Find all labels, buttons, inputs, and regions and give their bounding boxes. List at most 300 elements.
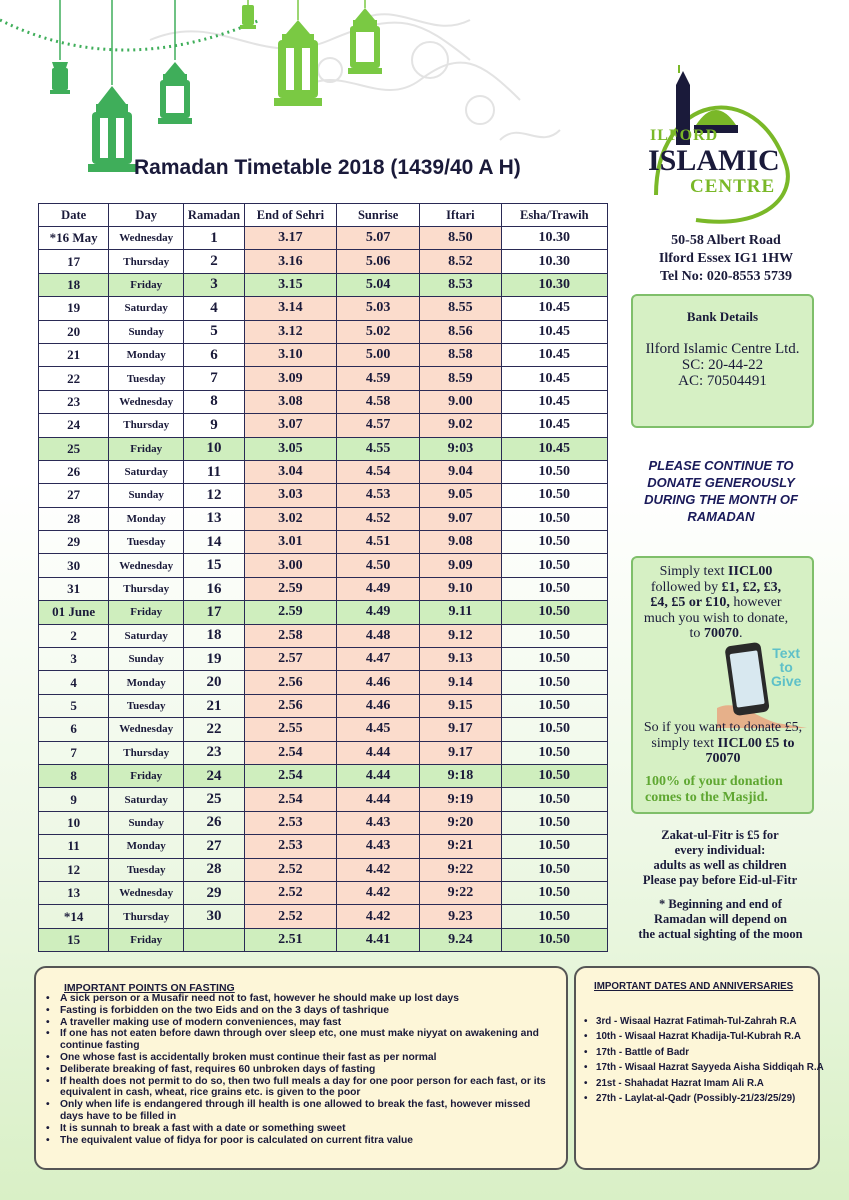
cell-date: 5: [39, 694, 109, 717]
cell-ramadan: 5: [184, 320, 245, 343]
timetable: [38, 203, 608, 952]
list-item: • Only when life is endangered through ill health is one allowed to break the fast, however missed days have to be filled in: [60, 1099, 555, 1123]
cell-esha: 10.50: [501, 718, 607, 741]
cell-day: Sunday: [109, 320, 184, 343]
cell-ramadan: 2: [184, 250, 245, 273]
cell-date: 12: [39, 858, 109, 881]
cell-sehri: 3.04: [244, 460, 336, 483]
cell-sunrise: 4.58: [336, 390, 419, 413]
cell-ramadan: 27: [184, 835, 245, 858]
bank-name: Ilford Islamic Centre Ltd.: [645, 341, 800, 357]
table-row: [39, 835, 608, 858]
text-to-give-badge: Text to Give: [771, 645, 802, 689]
bank-sort-code: SC: 20-44-22: [681, 357, 764, 373]
header-day: Day: [109, 204, 184, 227]
cell-sunrise: 4.46: [336, 694, 419, 717]
cell-esha: 10.50: [501, 531, 607, 554]
cell-sunrise: 4.42: [336, 881, 419, 904]
lantern-icon: [240, 5, 256, 29]
cell-ramadan: 20: [184, 671, 245, 694]
cell-sehri: 2.54: [244, 741, 336, 764]
cell-sunrise: 4.54: [336, 460, 419, 483]
table-row: [39, 741, 608, 764]
cell-sehri: 2.53: [244, 835, 336, 858]
cell-sehri: 3.01: [244, 531, 336, 554]
cell-ramadan: 24: [184, 764, 245, 787]
fasting-points-box: [34, 966, 568, 1170]
cell-sunrise: 4.44: [336, 764, 419, 787]
address: [636, 232, 816, 286]
bank-title: Bank Details: [686, 309, 759, 324]
cell-day: Sunday: [109, 811, 184, 834]
cell-day: Thursday: [109, 905, 184, 928]
table-row: [39, 577, 608, 600]
cell-sehri: 3.17: [244, 227, 336, 250]
cell-sehri: 3.00: [244, 554, 336, 577]
cell-esha: 10.50: [501, 554, 607, 577]
sms-instructions: Simply text IICL00 followed by £1, £2, £3, £4, £5 or £10, however much you wish to donate, to 70070.: [643, 564, 789, 641]
cell-ramadan: 12: [184, 484, 245, 507]
moon-sighting-note: * Beginning and end of Ramadan will depend on the actual sighting of the moon: [638, 897, 803, 941]
cell-iftari: 9:21: [420, 835, 501, 858]
cell-esha: 10.50: [501, 858, 607, 881]
cell-iftari: 9.02: [420, 414, 501, 437]
cell-ramadan: 22: [184, 718, 245, 741]
list-item: • One whose fast is accidentally broken must continue their fast as per normal: [60, 1052, 555, 1064]
cell-esha: 10.50: [501, 577, 607, 600]
cell-sunrise: 4.53: [336, 484, 419, 507]
table-row: [39, 297, 608, 320]
cell-esha: 10.50: [501, 928, 607, 951]
cell-sunrise: 4.45: [336, 718, 419, 741]
address-line: 50-58 Albert Road: [671, 233, 781, 248]
cell-iftari: 9.09: [420, 554, 501, 577]
lantern-icon: [348, 8, 382, 74]
cell-day: Tuesday: [109, 367, 184, 390]
cell-iftari: 9.15: [420, 694, 501, 717]
cell-day: Friday: [109, 928, 184, 951]
table-row: [39, 928, 608, 951]
cell-iftari: 9.24: [420, 928, 501, 951]
cell-sehri: 2.52: [244, 858, 336, 881]
cell-esha: 10.45: [501, 343, 607, 366]
cell-sehri: 3.09: [244, 367, 336, 390]
cell-sehri: 2.52: [244, 881, 336, 904]
cell-day: Tuesday: [109, 531, 184, 554]
cell-date: 11: [39, 835, 109, 858]
cell-iftari: 9:22: [420, 858, 501, 881]
cell-ramadan: 23: [184, 741, 245, 764]
cell-ramadan: 14: [184, 531, 245, 554]
table-row: [39, 648, 608, 671]
cell-sunrise: 4.42: [336, 858, 419, 881]
cell-day: Friday: [109, 273, 184, 296]
cell-ramadan: [184, 928, 245, 951]
cell-date: 15: [39, 928, 109, 951]
cell-day: Wednesday: [109, 227, 184, 250]
cell-date: 9: [39, 788, 109, 811]
cell-sunrise: 4.49: [336, 577, 419, 600]
cell-ramadan: 30: [184, 905, 245, 928]
cell-iftari: 8.58: [420, 343, 501, 366]
cell-iftari: 8.55: [420, 297, 501, 320]
cell-iftari: 9.05: [420, 484, 501, 507]
cell-ramadan: 9: [184, 414, 245, 437]
cell-date: 17: [39, 250, 109, 273]
cell-esha: 10.50: [501, 764, 607, 787]
cell-ramadan: 26: [184, 811, 245, 834]
cell-day: Monday: [109, 343, 184, 366]
list-item: • 17th - Wisaal Hazrat Sayyeda Aisha Siddiqah R.A: [596, 1060, 816, 1075]
cell-sehri: 2.56: [244, 671, 336, 694]
cell-iftari: 8.50: [420, 227, 501, 250]
cell-esha: 10.45: [501, 437, 607, 460]
cell-date: 21: [39, 343, 109, 366]
cell-esha: 10.50: [501, 905, 607, 928]
cell-ramadan: 4: [184, 297, 245, 320]
cell-iftari: 8.53: [420, 273, 501, 296]
cell-day: Friday: [109, 764, 184, 787]
lantern-icon: [50, 62, 70, 94]
cell-sunrise: 4.44: [336, 741, 419, 764]
cell-ramadan: 11: [184, 460, 245, 483]
cell-sehri: 3.02: [244, 507, 336, 530]
cell-day: Monday: [109, 671, 184, 694]
cell-iftari: 9.10: [420, 577, 501, 600]
cell-date: 7: [39, 741, 109, 764]
table-row: [39, 554, 608, 577]
cell-day: Tuesday: [109, 694, 184, 717]
cell-sunrise: 4.47: [336, 648, 419, 671]
cell-sehri: 2.53: [244, 811, 336, 834]
list-item: • 21st - Shahadat Hazrat Imam Ali R.A: [596, 1076, 816, 1091]
cell-ramadan: 7: [184, 367, 245, 390]
cell-date: 01 June: [39, 601, 109, 624]
cell-date: *14: [39, 905, 109, 928]
cell-day: Thursday: [109, 577, 184, 600]
list-item: • 10th - Wisaal Hazrat Khadija-Tul-Kubrah R.A: [596, 1029, 816, 1044]
cell-iftari: 9:19: [420, 788, 501, 811]
cell-esha: 10.50: [501, 835, 607, 858]
cell-sunrise: 4.51: [336, 531, 419, 554]
cell-date: 26: [39, 460, 109, 483]
table-row: [39, 694, 608, 717]
cell-sunrise: 5.07: [336, 227, 419, 250]
cell-iftari: 9.14: [420, 671, 501, 694]
header-end-of-sehri: End of Sehri: [244, 204, 336, 227]
cell-iftari: 9.17: [420, 741, 501, 764]
list-item: • 17th - Battle of Badr: [596, 1045, 816, 1060]
header-esha-trawih: Esha/Trawih: [501, 204, 607, 227]
cell-iftari: 9:22: [420, 881, 501, 904]
cell-iftari: 9:03: [420, 437, 501, 460]
sms-code: IICL00: [728, 564, 773, 579]
cell-sunrise: 4.46: [336, 671, 419, 694]
list-item: • 27th - Laylat-al-Qadr (Possibly-21/23/25/29): [596, 1091, 816, 1106]
cell-day: Wednesday: [109, 390, 184, 413]
header-date: Date: [39, 204, 109, 227]
table-row: [39, 531, 608, 554]
cell-ramadan: 19: [184, 648, 245, 671]
cell-esha: 10.50: [501, 741, 607, 764]
logo-text-ilford: ILFORD: [650, 127, 719, 144]
cell-ramadan: 28: [184, 858, 245, 881]
cell-esha: 10.50: [501, 648, 607, 671]
cell-sunrise: 4.42: [336, 905, 419, 928]
cell-iftari: 9.23: [420, 905, 501, 928]
cell-date: 27: [39, 484, 109, 507]
bank-account: AC: 70504491: [678, 373, 767, 389]
logo-text-centre: CENTRE: [690, 176, 776, 197]
list-item: • A sick person or a Musafir need not to fast, however he should make up lost days: [60, 993, 555, 1005]
cell-sunrise: 4.48: [336, 624, 419, 647]
cell-day: Friday: [109, 437, 184, 460]
cell-date: 20: [39, 320, 109, 343]
cell-sehri: 2.58: [244, 624, 336, 647]
table-row: [39, 764, 608, 787]
cell-esha: 10.45: [501, 414, 607, 437]
cell-date: 13: [39, 881, 109, 904]
cell-sehri: 2.54: [244, 764, 336, 787]
cell-sunrise: 5.06: [336, 250, 419, 273]
list-item: • 3rd - Wisaal Hazrat Fatimah-Tul-Zahrah R.A: [596, 1014, 816, 1029]
cell-iftari: 9.11: [420, 601, 501, 624]
cell-sehri: 3.05: [244, 437, 336, 460]
sms-example: So if you want to donate £5, simply text IICL00 £5 to 70070: [643, 720, 803, 766]
bank-details-box: [631, 294, 814, 428]
list-item: • Deliberate breaking of fast, requires 60 unbroken days of fasting: [60, 1064, 555, 1076]
lantern-icon: [88, 86, 136, 172]
cell-ramadan: 10: [184, 437, 245, 460]
fasting-points-heading: IMPORTANT POINTS ON FASTING: [64, 982, 235, 994]
cell-sunrise: 5.02: [336, 320, 419, 343]
cell-sunrise: 4.49: [336, 601, 419, 624]
text-to-give-box: [631, 556, 814, 814]
table-row: [39, 437, 608, 460]
cell-day: Thursday: [109, 250, 184, 273]
header-ramadan: Ramadan: [184, 204, 245, 227]
cell-sunrise: 4.52: [336, 507, 419, 530]
timetable-body: [39, 227, 608, 952]
cell-sehri: 2.59: [244, 577, 336, 600]
cell-sehri: 2.59: [244, 601, 336, 624]
table-row: [39, 788, 608, 811]
cell-day: Sunday: [109, 648, 184, 671]
table-row: [39, 671, 608, 694]
cell-esha: 10.50: [501, 811, 607, 834]
cell-sehri: 3.03: [244, 484, 336, 507]
cell-ramadan: 3: [184, 273, 245, 296]
list-item: • If health does not permit to do so, then two full meals a day for one poor person for each fast, or its equivalent in cash, wheat, rice grains etc. is given to the poor: [60, 1076, 555, 1100]
cell-sunrise: 4.50: [336, 554, 419, 577]
table-row: [39, 320, 608, 343]
table-row: [39, 905, 608, 928]
cell-iftari: 9.12: [420, 624, 501, 647]
header-sunrise: Sunrise: [336, 204, 419, 227]
cell-sunrise: 4.55: [336, 437, 419, 460]
table-row: [39, 507, 608, 530]
cell-sunrise: 4.44: [336, 788, 419, 811]
cell-date: 6: [39, 718, 109, 741]
cell-sunrise: 4.43: [336, 811, 419, 834]
cell-iftari: 9.04: [420, 460, 501, 483]
cell-ramadan: 18: [184, 624, 245, 647]
address-line: Ilford Essex IG1 1HW: [658, 251, 794, 266]
table-row: [39, 460, 608, 483]
table-row: [39, 250, 608, 273]
phone-number: Tel No: 020-8553 5739: [659, 269, 793, 284]
cell-day: Saturday: [109, 624, 184, 647]
table-row: [39, 858, 608, 881]
table-row: [39, 367, 608, 390]
cell-iftari: 8.56: [420, 320, 501, 343]
cell-sunrise: 5.00: [336, 343, 419, 366]
donation-note: 100% of your donation comes to the Masjid.: [645, 774, 783, 805]
cell-sehri: 2.51: [244, 928, 336, 951]
cell-date: 2: [39, 624, 109, 647]
list-item: • A traveller making use of modern conveniences, may fast: [60, 1017, 555, 1029]
sms-amounts: £1, £2, £3, £4, £5 or £10,: [650, 579, 782, 610]
lantern-icon: [158, 62, 192, 124]
cell-iftari: 8.59: [420, 367, 501, 390]
cell-day: Monday: [109, 507, 184, 530]
cell-esha: 10.50: [501, 671, 607, 694]
cell-day: Tuesday: [109, 858, 184, 881]
important-dates-box: [574, 966, 824, 1170]
list-item: • The equivalent value of fidya for poor is calculated on current fitra value: [60, 1135, 555, 1147]
cell-esha: 10.30: [501, 273, 607, 296]
table-row: [39, 718, 608, 741]
cell-sehri: 2.57: [244, 648, 336, 671]
cell-iftari: 9.08: [420, 531, 501, 554]
cell-sehri: 2.55: [244, 718, 336, 741]
cell-sehri: 3.08: [244, 390, 336, 413]
cell-esha: 10.50: [501, 460, 607, 483]
cell-esha: 10.45: [501, 390, 607, 413]
important-dates-heading: IMPORTANT DATES AND ANNIVERSARIES: [594, 981, 794, 992]
cell-ramadan: 25: [184, 788, 245, 811]
cell-esha: 10.45: [501, 367, 607, 390]
cell-sunrise: 4.41: [336, 928, 419, 951]
cell-esha: 10.45: [501, 320, 607, 343]
list-item: • Fasting is forbidden on the two Eids and on the 3 days of tashrique: [60, 1005, 555, 1017]
cell-esha: 10.50: [501, 694, 607, 717]
cell-esha: 10.50: [501, 881, 607, 904]
page-title: Ramadan Timetable 2018 (1439/40 A H): [134, 156, 521, 179]
cell-day: Saturday: [109, 788, 184, 811]
cell-ramadan: 13: [184, 507, 245, 530]
cell-sehri: 3.10: [244, 343, 336, 366]
cell-ramadan: 21: [184, 694, 245, 717]
cell-sunrise: 5.03: [336, 297, 419, 320]
cell-date: 10: [39, 811, 109, 834]
table-row: [39, 273, 608, 296]
table-row: [39, 601, 608, 624]
cell-sehri: 3.14: [244, 297, 336, 320]
sms-number: 70070: [703, 626, 739, 641]
cell-ramadan: 16: [184, 577, 245, 600]
cell-ramadan: 6: [184, 343, 245, 366]
list-item: • If one has not eaten before dawn through over sleep etc, one must make niyyat on awakening and continue fasting: [60, 1028, 555, 1052]
cell-day: Saturday: [109, 460, 184, 483]
fasting-points-list: [36, 993, 565, 1146]
cell-sehri: 2.52: [244, 905, 336, 928]
cell-date: *16 May: [39, 227, 109, 250]
cell-iftari: 9.13: [420, 648, 501, 671]
zakat-note: Zakat-ul-Fitr is £5 for every individual: adults as well as children Please pay before Eid-ul-Fitr: [642, 828, 798, 887]
cell-sunrise: 5.04: [336, 273, 419, 296]
cell-esha: 10.50: [501, 507, 607, 530]
table-row: [39, 414, 608, 437]
cell-iftari: 9.07: [420, 507, 501, 530]
table-row: [39, 343, 608, 366]
cell-date: 22: [39, 367, 109, 390]
cell-esha: 10.50: [501, 788, 607, 811]
cell-ramadan: 29: [184, 881, 245, 904]
cell-sehri: 2.56: [244, 694, 336, 717]
important-dates-list: [576, 1014, 824, 1106]
cell-date: 29: [39, 531, 109, 554]
cell-date: 19: [39, 297, 109, 320]
cell-ramadan: 8: [184, 390, 245, 413]
cell-date: 31: [39, 577, 109, 600]
cell-date: 8: [39, 764, 109, 787]
cell-day: Sunday: [109, 484, 184, 507]
cell-ramadan: 1: [184, 227, 245, 250]
cell-esha: 10.50: [501, 484, 607, 507]
lantern-icon: [274, 20, 322, 106]
cell-sunrise: 4.43: [336, 835, 419, 858]
list-item: • It is sunnah to break a fast with a date or something sweet: [60, 1123, 555, 1135]
cell-sehri: 3.15: [244, 273, 336, 296]
cell-day: Wednesday: [109, 718, 184, 741]
cell-day: Monday: [109, 835, 184, 858]
cell-date: 4: [39, 671, 109, 694]
table-header-row: [39, 204, 608, 227]
cell-ramadan: 15: [184, 554, 245, 577]
cell-day: Thursday: [109, 741, 184, 764]
cell-ramadan: 17: [184, 601, 245, 624]
table-row: [39, 881, 608, 904]
cell-sehri: 3.12: [244, 320, 336, 343]
table-row: [39, 484, 608, 507]
cell-date: 23: [39, 390, 109, 413]
cell-esha: 10.45: [501, 297, 607, 320]
cell-iftari: 9.17: [420, 718, 501, 741]
cell-date: 30: [39, 554, 109, 577]
cell-sunrise: 4.57: [336, 414, 419, 437]
cell-day: Wednesday: [109, 554, 184, 577]
table-row: [39, 811, 608, 834]
cell-esha: 10.30: [501, 250, 607, 273]
cell-iftari: 9.00: [420, 390, 501, 413]
cell-sunrise: 4.59: [336, 367, 419, 390]
cell-date: 24: [39, 414, 109, 437]
donate-message: PLEASE CONTINUE TO DONATE GENEROUSLY DURING THE MONTH OF RAMADAN: [644, 458, 798, 524]
cell-sehri: 2.54: [244, 788, 336, 811]
cell-date: 3: [39, 648, 109, 671]
cell-day: Wednesday: [109, 881, 184, 904]
cell-sehri: 3.16: [244, 250, 336, 273]
cell-date: 25: [39, 437, 109, 460]
cell-date: 18: [39, 273, 109, 296]
cell-day: Saturday: [109, 297, 184, 320]
cell-esha: 10.30: [501, 227, 607, 250]
cell-day: Friday: [109, 601, 184, 624]
header-iftari: Iftari: [420, 204, 501, 227]
table-row: [39, 390, 608, 413]
cell-day: Thursday: [109, 414, 184, 437]
